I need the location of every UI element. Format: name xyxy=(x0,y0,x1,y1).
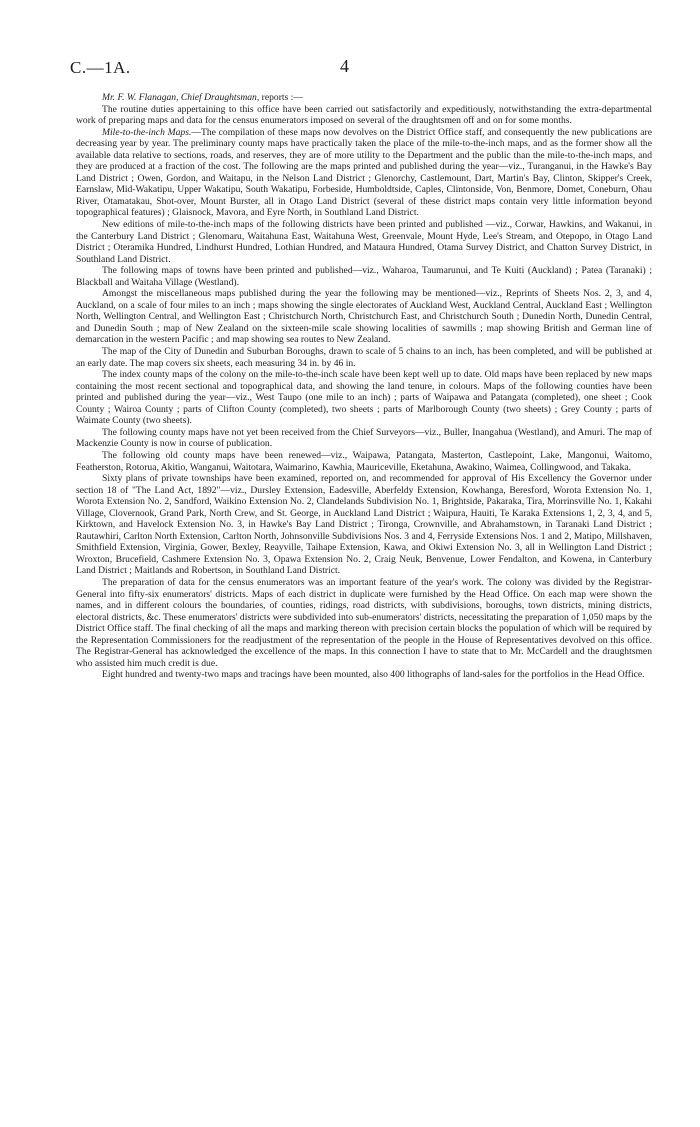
report-intro-suffix: reports :— xyxy=(259,92,303,103)
paragraph-miscellaneous-maps: Amongst the miscellaneous maps published during the year the following may be mentioned—viz., Reprints of Sheets Nos. 2, 3, and 4, Auckland, on a scale of four miles to an inch ; maps showing the single electorates of Auckland West, Auckland Central, Auckland East ; Wellington North, Wellington Central, and Wellington East ; Christchurch North, Christchurch East, and Christchurch South ; Dunedin North, Dunedin Central, and Dunedin South ; map of New Zealand on the sixteen-mile scale showing localities of sawmills ; map showing British and German line of demarcation in the western Pacific ; and map showing sea routes to New Zealand. xyxy=(76,288,652,346)
paragraph-index-county-maps: The index county maps of the colony on the mile-to-the-inch scale have been kept well up to date. Old maps have been replaced by new maps containing the most recent sectional and topographical data, and showing the land tenure, in colours. Maps of the following counties have been printed and published during the year—viz., West Taupo (one mile to an inch) ; parts of Waipawa and Patangata (completed), one sheet ; Cook County ; Wairoa County ; parts of Clifton County (completed), two sheets ; parts of Marlborough County (two sheets) ; Grey County ; parts of Waimate County (two sheets). xyxy=(76,369,652,427)
paragraph-mile-maps xyxy=(76,127,652,219)
paragraph-private-townships: Sixty plans of private townships have been examined, reported on, and recommended for approval of His Excellency the Governor under section 18 of "The Land Act, 1892"—viz., Dursley Extension, Eadesville, Aberfeldy Extension, Kowhanga, Beresford, Worota Extension No. 1, Worota Extension No. 2, Sandford, Waikino Extension No. 2, Clandelands Subdivision No. 1, Brightside, Pakaraka, Tira, Morrinsville No. 1, Kakahi Village, Clovernook, Grand Park, North Crew, and St. George, in Auckland Land District ; Waipura, Hauiti, Te Karaka Extensions 1, 2, 3, 4, and 5, Kirktown, and Havelock Extension No. 3, in Hawke's Bay Land District ; Tironga, Crownville, and Abrahamstown, in Taranaki Land District ; Rautawhiri, Carlton North Extension, Carlton North, Johnsonville Subdivisions Nos. 3 and 4, Ferryside Extensions Nos. 1 and 2, Matipo, Millshaven, Smithfield Extension, Virginia, Gower, Bexley, Reayville, Taihape Extension, Kawa, and Okiwi Extension No. 3, all in Wellington Land District ; Wroxton, Brucefield, Cashmere Extension No. 3, Opawa Extension No. 2, Craig Neuk, Benvenue, Lower Fendalton, and Kowena, in Canterbury Land District ; Maitlands and Robertson, in Southland Land District. xyxy=(76,473,652,577)
paragraph-routine-duties: The routine duties appertaining to this office have been carried out satisfactorily and expeditiously, notwithstanding the extra-departmental work of preparing maps and data for the census enumerators imposed on several of the draughtsmen off and on for some months. xyxy=(76,103,652,127)
paragraph-county-maps-pending: The following county maps have not yet been received from the Chief Surveyors—viz., Buller, Inangahua (Westland), and Amuri. The map of Mackenzie County is now in course of publication. xyxy=(76,426,652,450)
report-body xyxy=(76,92,652,681)
report-author: Mr. F. W. Flanagan, Chief Draughtsman, xyxy=(102,92,260,103)
page-number: 4 xyxy=(340,56,349,76)
paragraph-census-data: The preparation of data for the census enumerators was an important feature of the year's work. The colony was divided by the Registrar-General into fifty-six enumerators' districts. Maps of each district in duplicate were furnished by the Head Office. On each map were shown the names, and in different colours the boundaries, of counties, ridings, road districts, with subdivisions, boroughs, town districts, mining districts, electoral districts, &c. These enumerators' districts were subdivided into sub-enumerators' districts, necessitating the preparation of 1,050 maps by the District Office staff. The final checking of all the maps and marking thereon with precision certain blocks the population of which will be required by the Representation Commissioners for the readjustment of the representation of the people in the House of Representatives devolved on this office. The Registrar-General has acknowledged the excellence of the maps. In this connection I have to state that to Mr. McCardell and the draughtsmen who assisted him much credit is due. xyxy=(76,576,652,669)
report-reference: C.—1A. xyxy=(70,58,131,77)
subheading-mile-maps: Mile-to-the-inch Maps. xyxy=(102,126,192,138)
paragraph-mounted-maps: Eight hundred and twenty-two maps and tracings have been mounted, also 400 lithographs of land-sales for the portfolios in the Head Office. xyxy=(102,669,645,681)
paragraph-county-maps-renewed: The following old county maps have been renewed—viz., Waipawa, Patangata, Masterton, Castlepoint, Lake, Mangonui, Waitomo, Featherston, Rotorua, Akitio, Wanganui, Waitotara, Waimarino, Kawhia, Mauriceville, Eketahuna, Awakino, Waimea, Collingwood, and Takaka. xyxy=(76,449,652,473)
report-intro xyxy=(76,92,652,104)
paragraph-new-editions: New editions of mile-to-the-inch maps of the following districts have been printed and published —viz., Corwar, Hawkins, and Wakanui, in the Canterbury Land District ; Glenomaru, Waitahuna East, Waitahuna West, Greenvale, Mount Hyde, Lee's Stream, and Otepopo, in Otago Land District ; Oteramika Hundred, Lindhurst Hundred, Lothian Hundred, and Mataura Hundred, Otama Survey District, and Chatton Survey District, in Southland Land District. xyxy=(76,219,652,265)
paragraph-mile-maps-text: —The compilation of these maps now devolves on the District Office staff, and consequently the new publications are decreasing year by year. The preliminary county maps have practically taken the place of the mile-to-the-inch maps, and as the former show all the available data relative to sections, roads, and reserves, they are of more utility to the Department and the public than the mile-to-the-inch maps, and they are produced at a fraction of the cost. The following are the maps printed and published during the year—viz., Turanganui, in the Hawke's Bay Land District ; Owen, Gordon, and Waitapu, in the Nelson Land District ; Glenorchy, Castlemount, Dart, Martin's Bay, Clinton, Skipper's Creek, Earnslaw, Mid-Wakatipu, Upper Wakatipu, South Wakatipu, Forbeside, Humboldtside, Caples, Clintonside, Von, Benmore, Domet, Coneburn, Ohau River, Otamatakau, Shot-over, Mount Burster, all in Otago Land District (several of these district maps contain very little information beyond topographical features) ; Glaisnock, Mavora, and Eyre North, in Southland Land District. xyxy=(76,126,653,219)
paragraph-dunedin-map: The map of the City of Dunedin and Suburban Boroughs, drawn to scale of 5 chains to an inch, has been completed, and will be published at an early date. The map covers six sheets, each measuring 34 in. by 46 in. xyxy=(76,346,652,369)
paragraph-town-maps: The following maps of towns have been printed and published—viz., Waharoa, Taumarunui, and Te Kuiti (Auckland) ; Patea (Taranaki) ; Blackball and Waitaha Village (Westland). xyxy=(76,265,652,288)
